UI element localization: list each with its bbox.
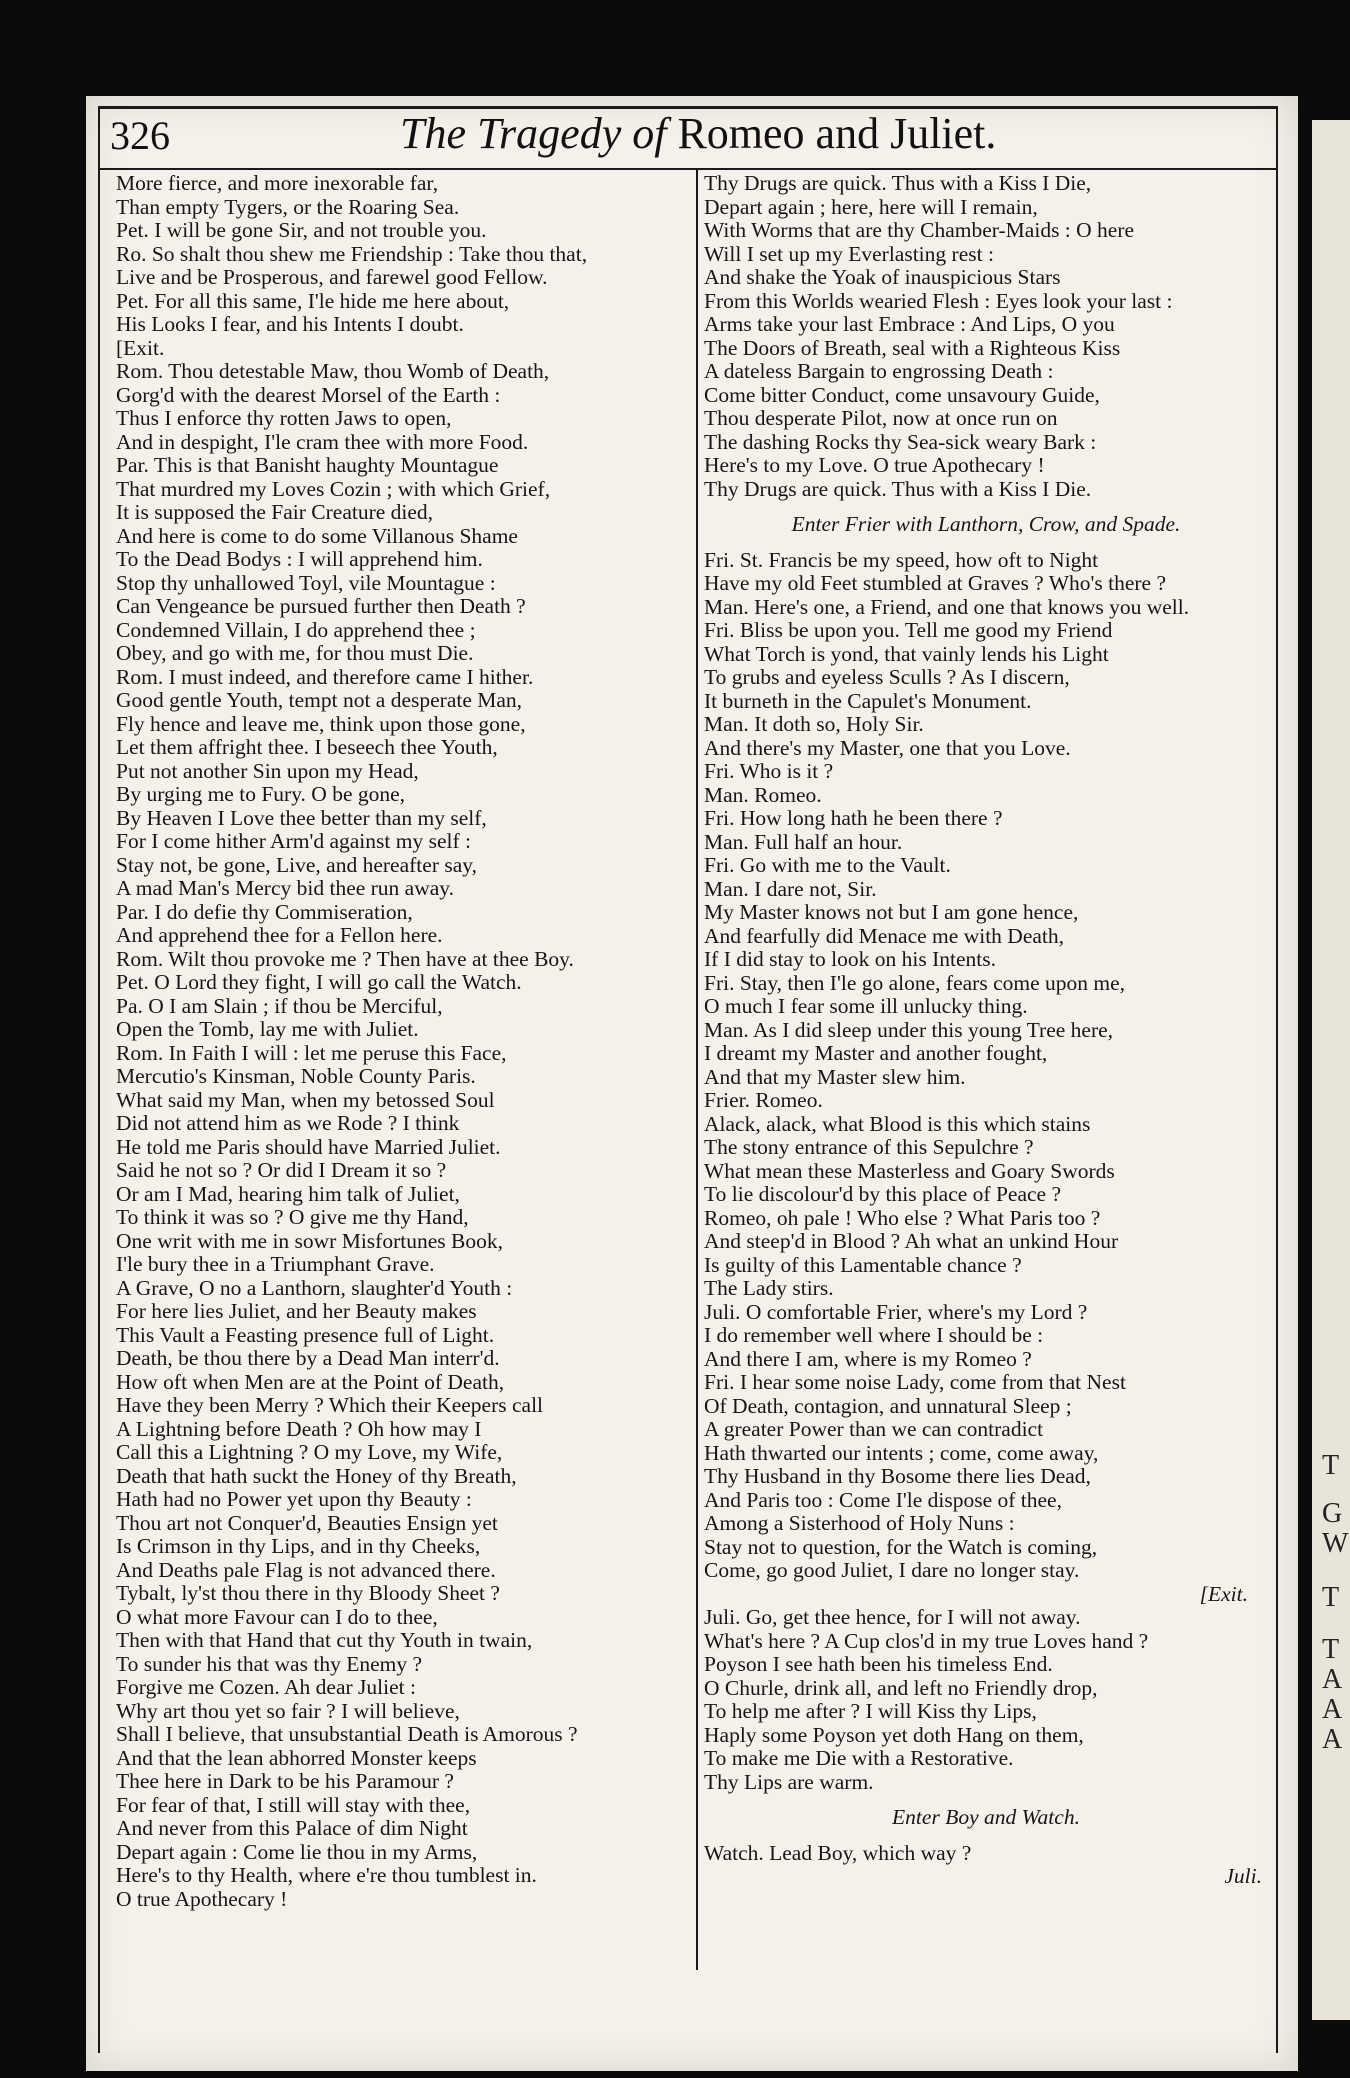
text-line: More fierce, and more inexorable far, bbox=[116, 171, 439, 195]
text-line: Among a Sisterhood of Holy Nuns : bbox=[704, 1511, 1015, 1535]
text-line: Death, be thou there by a Dead Man interr'd. bbox=[116, 1346, 500, 1370]
text-line: And never from this Palace of dim Night bbox=[116, 1816, 468, 1840]
text-line: Stay not, be gone, Live, and hereafter say, bbox=[116, 852, 477, 877]
text-line: O much I fear some ill unlucky thing. bbox=[704, 994, 1028, 1018]
text-line: Man. Full half an hour. bbox=[704, 829, 903, 854]
text-line: Thy Husband in thy Bosome there lies Dead, bbox=[704, 1464, 1091, 1488]
text-line: Thy Drugs are quick. Thus with a Kiss I Die. bbox=[704, 476, 1092, 501]
text-line: Ro. So shalt thou shew me Friendship : Take thou that, bbox=[116, 241, 588, 266]
text-line: Man. Romeo. bbox=[704, 782, 822, 807]
text-line: And there I am, where is my Romeo ? bbox=[704, 1346, 1032, 1371]
text-line: The Lady stirs. bbox=[704, 1276, 834, 1300]
text-line: Pet. For all this same, I'le hide me here about, bbox=[116, 288, 510, 313]
text-line: Fri. How long hath he been there ? bbox=[704, 806, 1003, 830]
left-text-column bbox=[116, 172, 688, 1911]
text-line: Pet. I will be gone Sir, and not trouble you. bbox=[116, 218, 487, 242]
title-main: Romeo and Juliet. bbox=[677, 109, 997, 158]
text-line: Alack, alack, what Blood is this which stains bbox=[704, 1111, 1091, 1136]
text-line: Or am I Mad, hearing him talk of Juliet, bbox=[116, 1181, 460, 1206]
text-line: Haply some Poyson yet doth Hang on them, bbox=[704, 1722, 1084, 1747]
text-line: The dashing Rocks thy Sea-sick weary Bark : bbox=[704, 429, 1097, 454]
edge-letter: T bbox=[1322, 1582, 1340, 1613]
text-line: It burneth in the Capulet's Monument. bbox=[704, 688, 1032, 713]
text-line: Enter Frier with Lanthorn, Crow, and Spade. bbox=[791, 512, 1181, 536]
text-line: Have my old Feet stumbled at Graves ? Who's there ? bbox=[704, 571, 1167, 595]
text-line: Fri. Go with me to the Vault. bbox=[704, 853, 951, 877]
text-line: Man. Here's one, a Friend, and one that knows you well. bbox=[704, 594, 1190, 619]
text-line: My Master knows not but I am gone hence, bbox=[704, 900, 1079, 924]
text-line: Frier. Romeo. bbox=[704, 1088, 823, 1112]
edge-letter: T bbox=[1322, 1634, 1340, 1665]
text-line: O true Apothecary ! bbox=[116, 1886, 288, 1911]
text-line: Obey, and go with me, for thou must Die. bbox=[116, 641, 474, 665]
text-line: Open the Tomb, lay me with Juliet. bbox=[116, 1017, 419, 1041]
text-line: Can Vengeance be pursued further then Death ? bbox=[116, 594, 526, 618]
text-line: Arms take your last Embrace : And Lips, O you bbox=[704, 312, 1115, 336]
text-line: Tybalt, ly'st thou there in thy Bloody Sheet ? bbox=[116, 1581, 500, 1605]
text-line: Depart again ; here, here will I remain, bbox=[704, 194, 1038, 219]
text-line: Put not another Sin upon my Head, bbox=[116, 758, 419, 783]
text-line: Gorg'd with the dearest Morsel of the Earth : bbox=[116, 382, 501, 407]
text-line: From this Worlds wearied Flesh : Eyes look your last : bbox=[704, 288, 1173, 313]
edge-letter: A bbox=[1322, 1694, 1343, 1725]
text-line bbox=[704, 1830, 1268, 1842]
text-line: Why art thou yet so fair ? I will believe, bbox=[116, 1698, 460, 1723]
text-line: Forgive me Cozen. Ah dear Juliet : bbox=[116, 1675, 416, 1699]
text-line: Live and be Prosperous, and farewel good Fellow. bbox=[116, 265, 548, 289]
page-number: 326 bbox=[110, 113, 170, 158]
text-line: A mad Man's Mercy bid thee run away. bbox=[116, 876, 455, 900]
edge-letter: G bbox=[1322, 1498, 1343, 1529]
text-line: Good gentle Youth, tempt not a desperate Man, bbox=[116, 688, 523, 712]
text-line bbox=[704, 537, 1268, 549]
edge-letter: T bbox=[1322, 1450, 1340, 1481]
text-line: Fri. Who is it ? bbox=[704, 759, 834, 783]
text-line: Pa. O I am Slain ; if thou be Merciful, bbox=[116, 993, 443, 1018]
text-line: Juli. bbox=[1224, 1864, 1262, 1888]
text-line: A greater Power than we can contradict bbox=[704, 1417, 1044, 1441]
text-line: That murdred my Loves Cozin ; with which Grief, bbox=[116, 476, 551, 501]
text-line: Did not attend him as we Rode ? I think bbox=[116, 1111, 460, 1135]
text-line: Fri. Bliss be upon you. Tell me good my Friend bbox=[704, 618, 1113, 642]
text-line: Juli. O comfortable Frier, where's my Lord ? bbox=[704, 1299, 1088, 1324]
text-line: Thou art not Conquer'd, Beauties Ensign yet bbox=[116, 1510, 498, 1535]
text-line: What Torch is yond, that vainly lends his Light bbox=[704, 641, 1109, 666]
text-line: Fly hence and leave me, think upon those gone, bbox=[116, 711, 526, 736]
text-line: I dreamt my Master and another fought, bbox=[704, 1041, 1048, 1065]
text-line: Thou desperate Pilot, now at once run on bbox=[704, 406, 1058, 430]
text-line: For here lies Juliet, and her Beauty makes bbox=[116, 1299, 477, 1323]
text-line: The Doors of Breath, seal with a Righteous Kiss bbox=[704, 335, 1121, 360]
text-line: Is guilty of this Lamentable chance ? bbox=[704, 1252, 1022, 1277]
text-line: Than empty Tygers, or the Roaring Sea. bbox=[116, 194, 460, 219]
text-line: Call this a Lightning ? O my Love, my Wife, bbox=[116, 1440, 503, 1464]
text-line: To lie discolour'd by this place of Peace ? bbox=[704, 1182, 1062, 1206]
text-line: Thy Drugs are quick. Thus with a Kiss I Die, bbox=[704, 171, 1092, 195]
text-line: A dateless Bargain to engrossing Death : bbox=[704, 359, 1054, 383]
text-line: Will I set up my Everlasting rest : bbox=[704, 241, 994, 266]
text-line: And shake the Yoak of inauspicious Stars bbox=[704, 265, 1061, 289]
text-line: Watch. Lead Boy, which way ? bbox=[704, 1840, 972, 1865]
text-line: Man. I dare not, Sir. bbox=[704, 876, 877, 901]
text-line: Said he not so ? Or did I Dream it so ? bbox=[116, 1158, 447, 1182]
text-line: Rom. Wilt thou provoke me ? Then have at thee Boy. bbox=[116, 946, 574, 971]
text-line: Is Crimson in thy Lips, and in thy Cheeks, bbox=[116, 1534, 481, 1558]
text-line: Rom. Thou detestable Maw, thou Womb of Death, bbox=[116, 359, 550, 383]
text-line: [Exit. bbox=[116, 335, 165, 360]
text-line: Depart again : Come lie thou in my Arms, bbox=[116, 1839, 478, 1864]
text-line: Man. It doth so, Holy Sir. bbox=[704, 712, 924, 736]
text-line: Rom. I must indeed, and therefore came I hither. bbox=[116, 664, 534, 689]
text-line: And that the lean abhorred Monster keeps bbox=[116, 1745, 477, 1770]
text-line: Fri. I hear some noise Lady, come from that Nest bbox=[704, 1370, 1126, 1394]
edge-letter: A bbox=[1322, 1724, 1343, 1755]
text-line: And there's my Master, one that you Love. bbox=[704, 735, 1071, 760]
text-line: Fri. St. Francis be my speed, how oft to Night bbox=[704, 547, 1099, 572]
text-line: O what more Favour can I do to thee, bbox=[116, 1604, 438, 1629]
edge-letter: A bbox=[1322, 1664, 1343, 1695]
text-line: Mercutio's Kinsman, Noble County Paris. bbox=[116, 1064, 476, 1088]
text-line: For fear of that, I still will stay with thee, bbox=[116, 1792, 471, 1817]
column-divider bbox=[696, 170, 698, 1970]
text-line: A Grave, O no a Lanthorn, slaughter'd Youth : bbox=[116, 1275, 513, 1300]
text-line: Thy Lips are warm. bbox=[704, 1769, 874, 1794]
text-line: Come bitter Conduct, come unsavoury Guide, bbox=[704, 382, 1100, 407]
text-line: Here's to thy Health, where e're thou tumblest in. bbox=[116, 1863, 537, 1887]
text-line: He told me Paris should have Married Juliet. bbox=[116, 1134, 501, 1159]
text-line: Shall I believe, that unsubstantial Death is Amorous ? bbox=[116, 1722, 578, 1746]
text-line: To help me after ? I will Kiss thy Lips, bbox=[704, 1699, 1037, 1723]
text-line: Hath had no Power yet upon thy Beauty : bbox=[116, 1487, 472, 1511]
text-line: To sunder his that was thy Enemy ? bbox=[116, 1651, 423, 1676]
text-line: For I come hither Arm'd against my self : bbox=[116, 829, 471, 853]
text-line: To grubs and eyeless Sculls ? As I discern, bbox=[704, 665, 1070, 689]
text-line: Thee here in Dark to be his Paramour ? bbox=[116, 1769, 454, 1793]
text-line: Have they been Merry ? Which their Keepers call bbox=[116, 1393, 544, 1417]
text-line: What mean these Masterless and Goary Swords bbox=[704, 1158, 1115, 1183]
text-line: Stop thy unhallowed Toyl, vile Mountague : bbox=[116, 570, 496, 595]
text-line: And in despight, I'le cram thee with more Food. bbox=[116, 429, 529, 454]
text-line: O Churle, drink all, and left no Friendly drop, bbox=[704, 1675, 1098, 1700]
text-line: And Paris too : Come I'le dispose of thee, bbox=[704, 1487, 1062, 1512]
text-line: Juli. Go, get thee hence, for I will not away. bbox=[704, 1605, 1081, 1629]
text-line: Par. This is that Banisht haughty Mountague bbox=[116, 453, 499, 477]
text-line: And steep'd in Blood ? Ah what an unkind Hour bbox=[704, 1229, 1119, 1253]
text-line: How oft when Men are at the Point of Death, bbox=[116, 1369, 505, 1394]
text-line: [Exit. bbox=[1199, 1581, 1248, 1606]
text-line: I'le bury thee in a Triumphant Grave. bbox=[116, 1252, 435, 1276]
edge-letter: W bbox=[1322, 1528, 1349, 1559]
text-line: Romeo, oh pale ! Who else ? What Paris too ? bbox=[704, 1205, 1101, 1230]
text-line: What's here ? A Cup clos'd in my true Loves hand ? bbox=[704, 1628, 1149, 1653]
text-line: By urging me to Fury. O be gone, bbox=[116, 782, 406, 806]
text-line: One writ with me in sowr Misfortunes Book, bbox=[116, 1228, 503, 1253]
text-line: It is supposed the Fair Creature died, bbox=[116, 500, 434, 524]
text-line: Death that hath suckt the Honey of thy Breath, bbox=[116, 1463, 517, 1488]
text-line: Thus I enforce thy rotten Jaws to open, bbox=[116, 406, 452, 430]
text-line: His Looks I fear, and his Intents I doubt. bbox=[116, 312, 464, 336]
text-line: Hath thwarted our intents ; come, come away, bbox=[704, 1440, 1099, 1465]
text-line: Fri. Stay, then I'le go alone, fears come upon me, bbox=[704, 970, 1126, 995]
facing-page-edge bbox=[1312, 120, 1350, 2020]
text-line: To make me Die with a Restorative. bbox=[704, 1746, 1014, 1770]
right-text-column bbox=[704, 172, 1268, 1889]
text-line: Let them affright thee. I beseech thee Youth, bbox=[116, 735, 498, 759]
text-line: Poyson I see hath been his timeless End. bbox=[704, 1652, 1053, 1676]
text-line: And fearfully did Menace me with Death, bbox=[704, 923, 1064, 948]
text-line: A Lightning before Death ? Oh how may I bbox=[116, 1416, 482, 1441]
text-line: Here's to my Love. O true Apothecary ! bbox=[704, 453, 1045, 477]
text-line: What said my Man, when my betossed Soul bbox=[116, 1087, 495, 1112]
text-line: Then with that Hand that cut thy Youth in twain, bbox=[116, 1628, 533, 1652]
title-prefix: The Tragedy of bbox=[400, 109, 667, 158]
text-line: Enter Boy and Watch. bbox=[892, 1805, 1080, 1829]
text-line: Man. As I did sleep under this young Tree here, bbox=[704, 1017, 1114, 1042]
text-line: To the Dead Bodys : I will apprehend him. bbox=[116, 547, 483, 571]
text-line: The stony entrance of this Sepulchre ? bbox=[704, 1135, 1034, 1159]
text-line: Of Death, contagion, and unnatural Sleep ; bbox=[704, 1393, 1072, 1418]
text-line: This Vault a Feasting presence full of Light. bbox=[116, 1322, 495, 1347]
text-line: And that my Master slew him. bbox=[704, 1064, 966, 1089]
text-line: Rom. In Faith I will : let me peruse this Face, bbox=[116, 1040, 507, 1065]
text-line: Stay not to question, for the Watch is coming, bbox=[704, 1534, 1098, 1559]
text-line: Condemned Villain, I do apprehend thee ; bbox=[116, 617, 476, 642]
text-line: By Heaven I Love thee better than my self, bbox=[116, 805, 487, 830]
text-line: And apprehend thee for a Fellon here. bbox=[116, 923, 443, 947]
text-line: If I did stay to look on his Intents. bbox=[704, 947, 997, 971]
text-line: And Deaths pale Flag is not advanced there. bbox=[116, 1557, 496, 1582]
text-line: To think it was so ? O give me thy Hand, bbox=[116, 1205, 469, 1229]
text-line: Come, go good Juliet, I dare no longer stay. bbox=[704, 1558, 1080, 1582]
text-line: I do remember well where I should be : bbox=[704, 1323, 1044, 1347]
text-line: Pet. O Lord they fight, I will go call the Watch. bbox=[116, 970, 522, 994]
text-line: With Worms that are thy Chamber-Maids : O here bbox=[704, 218, 1135, 242]
header-rule bbox=[98, 168, 1276, 170]
running-title bbox=[400, 108, 996, 159]
text-line: And here is come to do some Villanous Shame bbox=[116, 523, 518, 548]
text-line: Par. I do defie thy Commiseration, bbox=[116, 899, 413, 924]
